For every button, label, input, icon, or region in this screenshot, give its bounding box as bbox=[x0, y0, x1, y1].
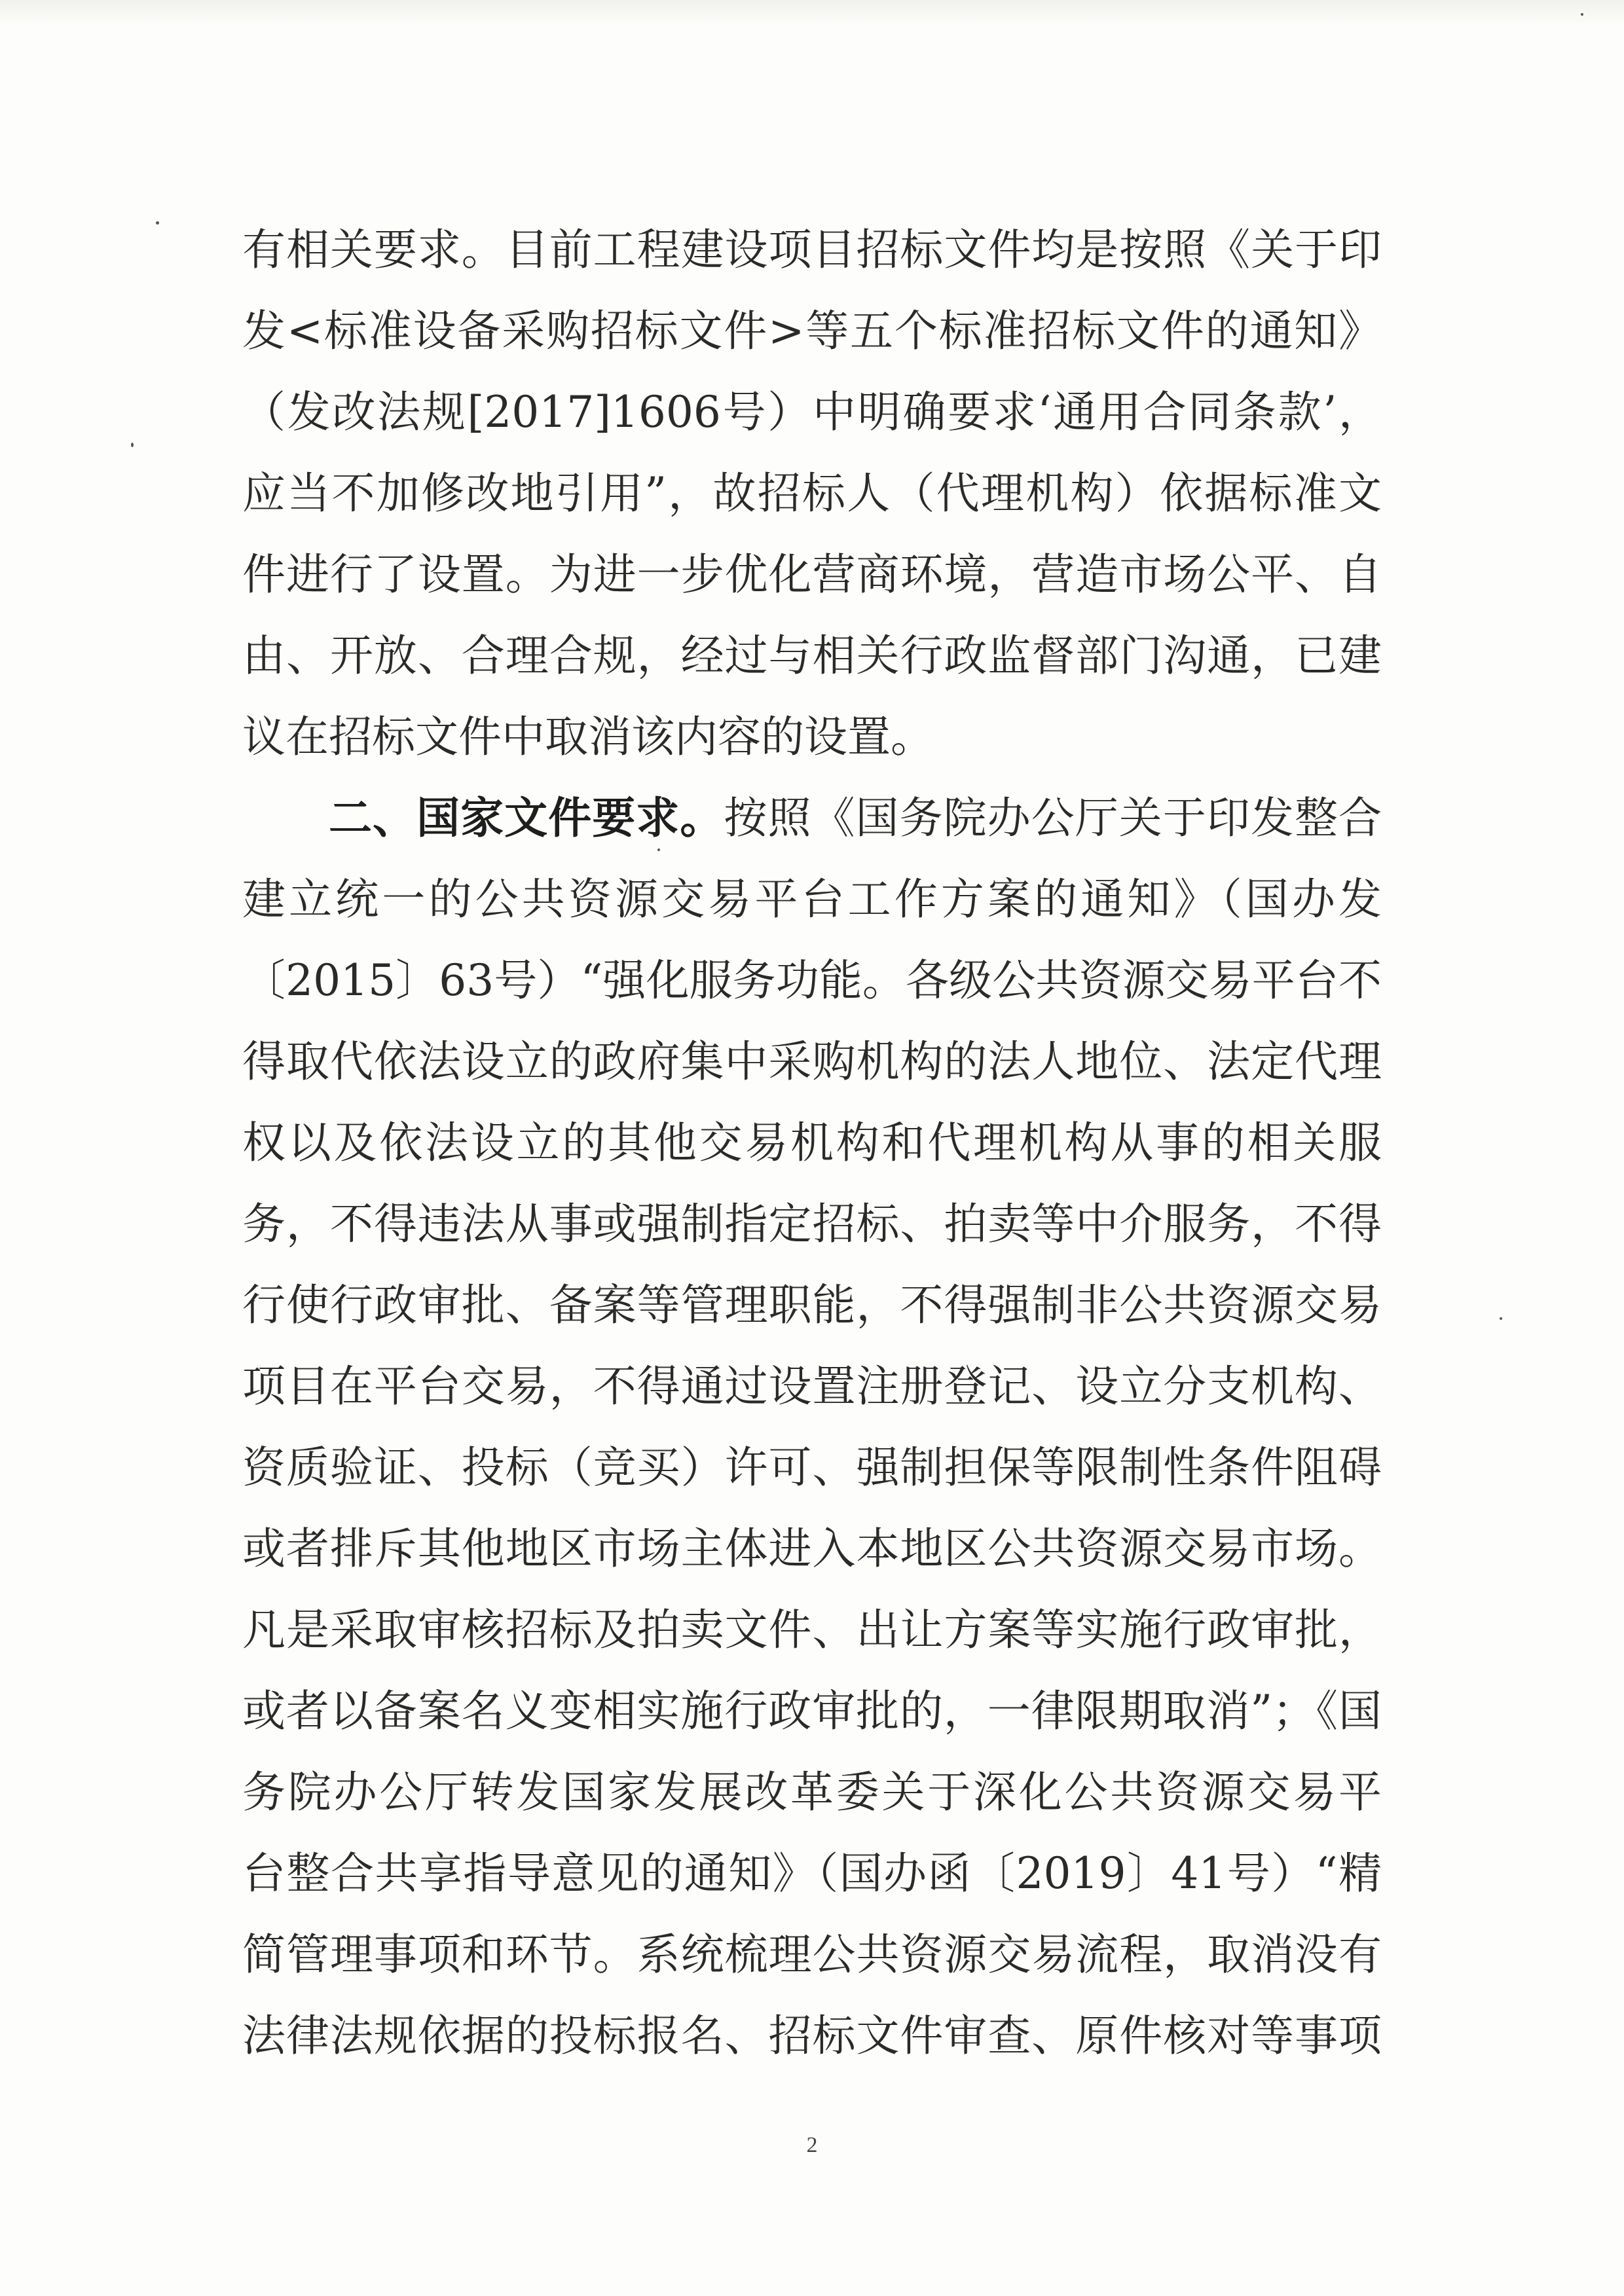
text-line: 由、开放、合理合规，经过与相关行政监督部门沟通，已建 bbox=[242, 630, 1382, 681]
text-line: 务院办公厅转发国家发展改革委关于深化公共资源交易平 bbox=[242, 1767, 1382, 1817]
text-line: 资质验证、投标（竞买）许可、强制担保等限制性条件阻碍 bbox=[242, 1442, 1382, 1493]
scan-speck bbox=[131, 443, 134, 447]
text-line: 〔2015〕63号）“强化服务功能。各级公共资源交易平台不 bbox=[242, 955, 1382, 1006]
text-line: 法律法规依据的投标报名、招标文件审查、原件核对等事项 bbox=[242, 2011, 1382, 2061]
text-line: 应当不加修改地引用”，故招标人（代理机构）依据标准文 bbox=[242, 468, 1382, 519]
text-line: 务，不得违法从事或强制指定招标、拍卖等中介服务，不得 bbox=[242, 1199, 1382, 1249]
page-number: 2 bbox=[806, 2133, 818, 2157]
text-line: 凡是采取审核招标及拍卖文件、出让方案等实施行政审批， bbox=[242, 1605, 1382, 1655]
text-line: 台整合共享指导意见的通知》（国办函〔2019〕41号）“精 bbox=[242, 1848, 1382, 1899]
scan-speck bbox=[156, 221, 159, 225]
text-line: 件进行了设置。为进一步优化营商环境，营造市场公平、自 bbox=[242, 549, 1382, 600]
text-line: 得取代依法设立的政府集中采购机构的法人地位、法定代理 bbox=[242, 1036, 1382, 1087]
scan-shadow bbox=[0, 0, 1624, 26]
text-line: 权以及依法设立的其他交易机构和代理机构从事的相关服 bbox=[242, 1118, 1382, 1168]
text-line: 或者以备案名义变相实施行政审批的，一律限期取消”；《国 bbox=[242, 1686, 1382, 1736]
text-line: 发<标准设备采购招标文件>等五个标准招标文件的通知》 bbox=[242, 306, 1382, 356]
body-text bbox=[242, 210, 1382, 2077]
text-line: 或者排斥其他地区市场主体进入本地区公共资源交易市场。 bbox=[242, 1523, 1382, 1574]
text-run: 按照《国务院办公厅关于印发整合 bbox=[724, 793, 1382, 843]
text-line: 项目在平台交易，不得通过设置注册登记、设立分支机构、 bbox=[242, 1361, 1382, 1412]
text-line: 行使行政审批、备案等管理职能，不得强制非公共资源交易 bbox=[242, 1280, 1382, 1330]
scan-speck bbox=[1500, 1317, 1502, 1320]
paragraph-2 bbox=[242, 778, 1382, 2077]
section-heading: 二、国家文件要求。 bbox=[329, 793, 724, 843]
text-line: 有相关要求。目前工程建设项目招标文件均是按照《关于印 bbox=[242, 225, 1382, 275]
paragraph-1 bbox=[242, 210, 1382, 778]
text-line: 简管理事项和环节。系统梳理公共资源交易流程，取消没有 bbox=[242, 1929, 1382, 1980]
text-line: （发改法规[2017]1606号）中明确要求‘通用合同条款’， bbox=[242, 387, 1382, 437]
text-line: 建立统一的公共资源交易平台工作方案的通知》（国办发 bbox=[242, 874, 1382, 924]
scan-speck bbox=[1581, 13, 1583, 16]
text-line: 议在招标文件中取消该内容的设置。 bbox=[242, 712, 934, 762]
text-line bbox=[242, 778, 1382, 859]
